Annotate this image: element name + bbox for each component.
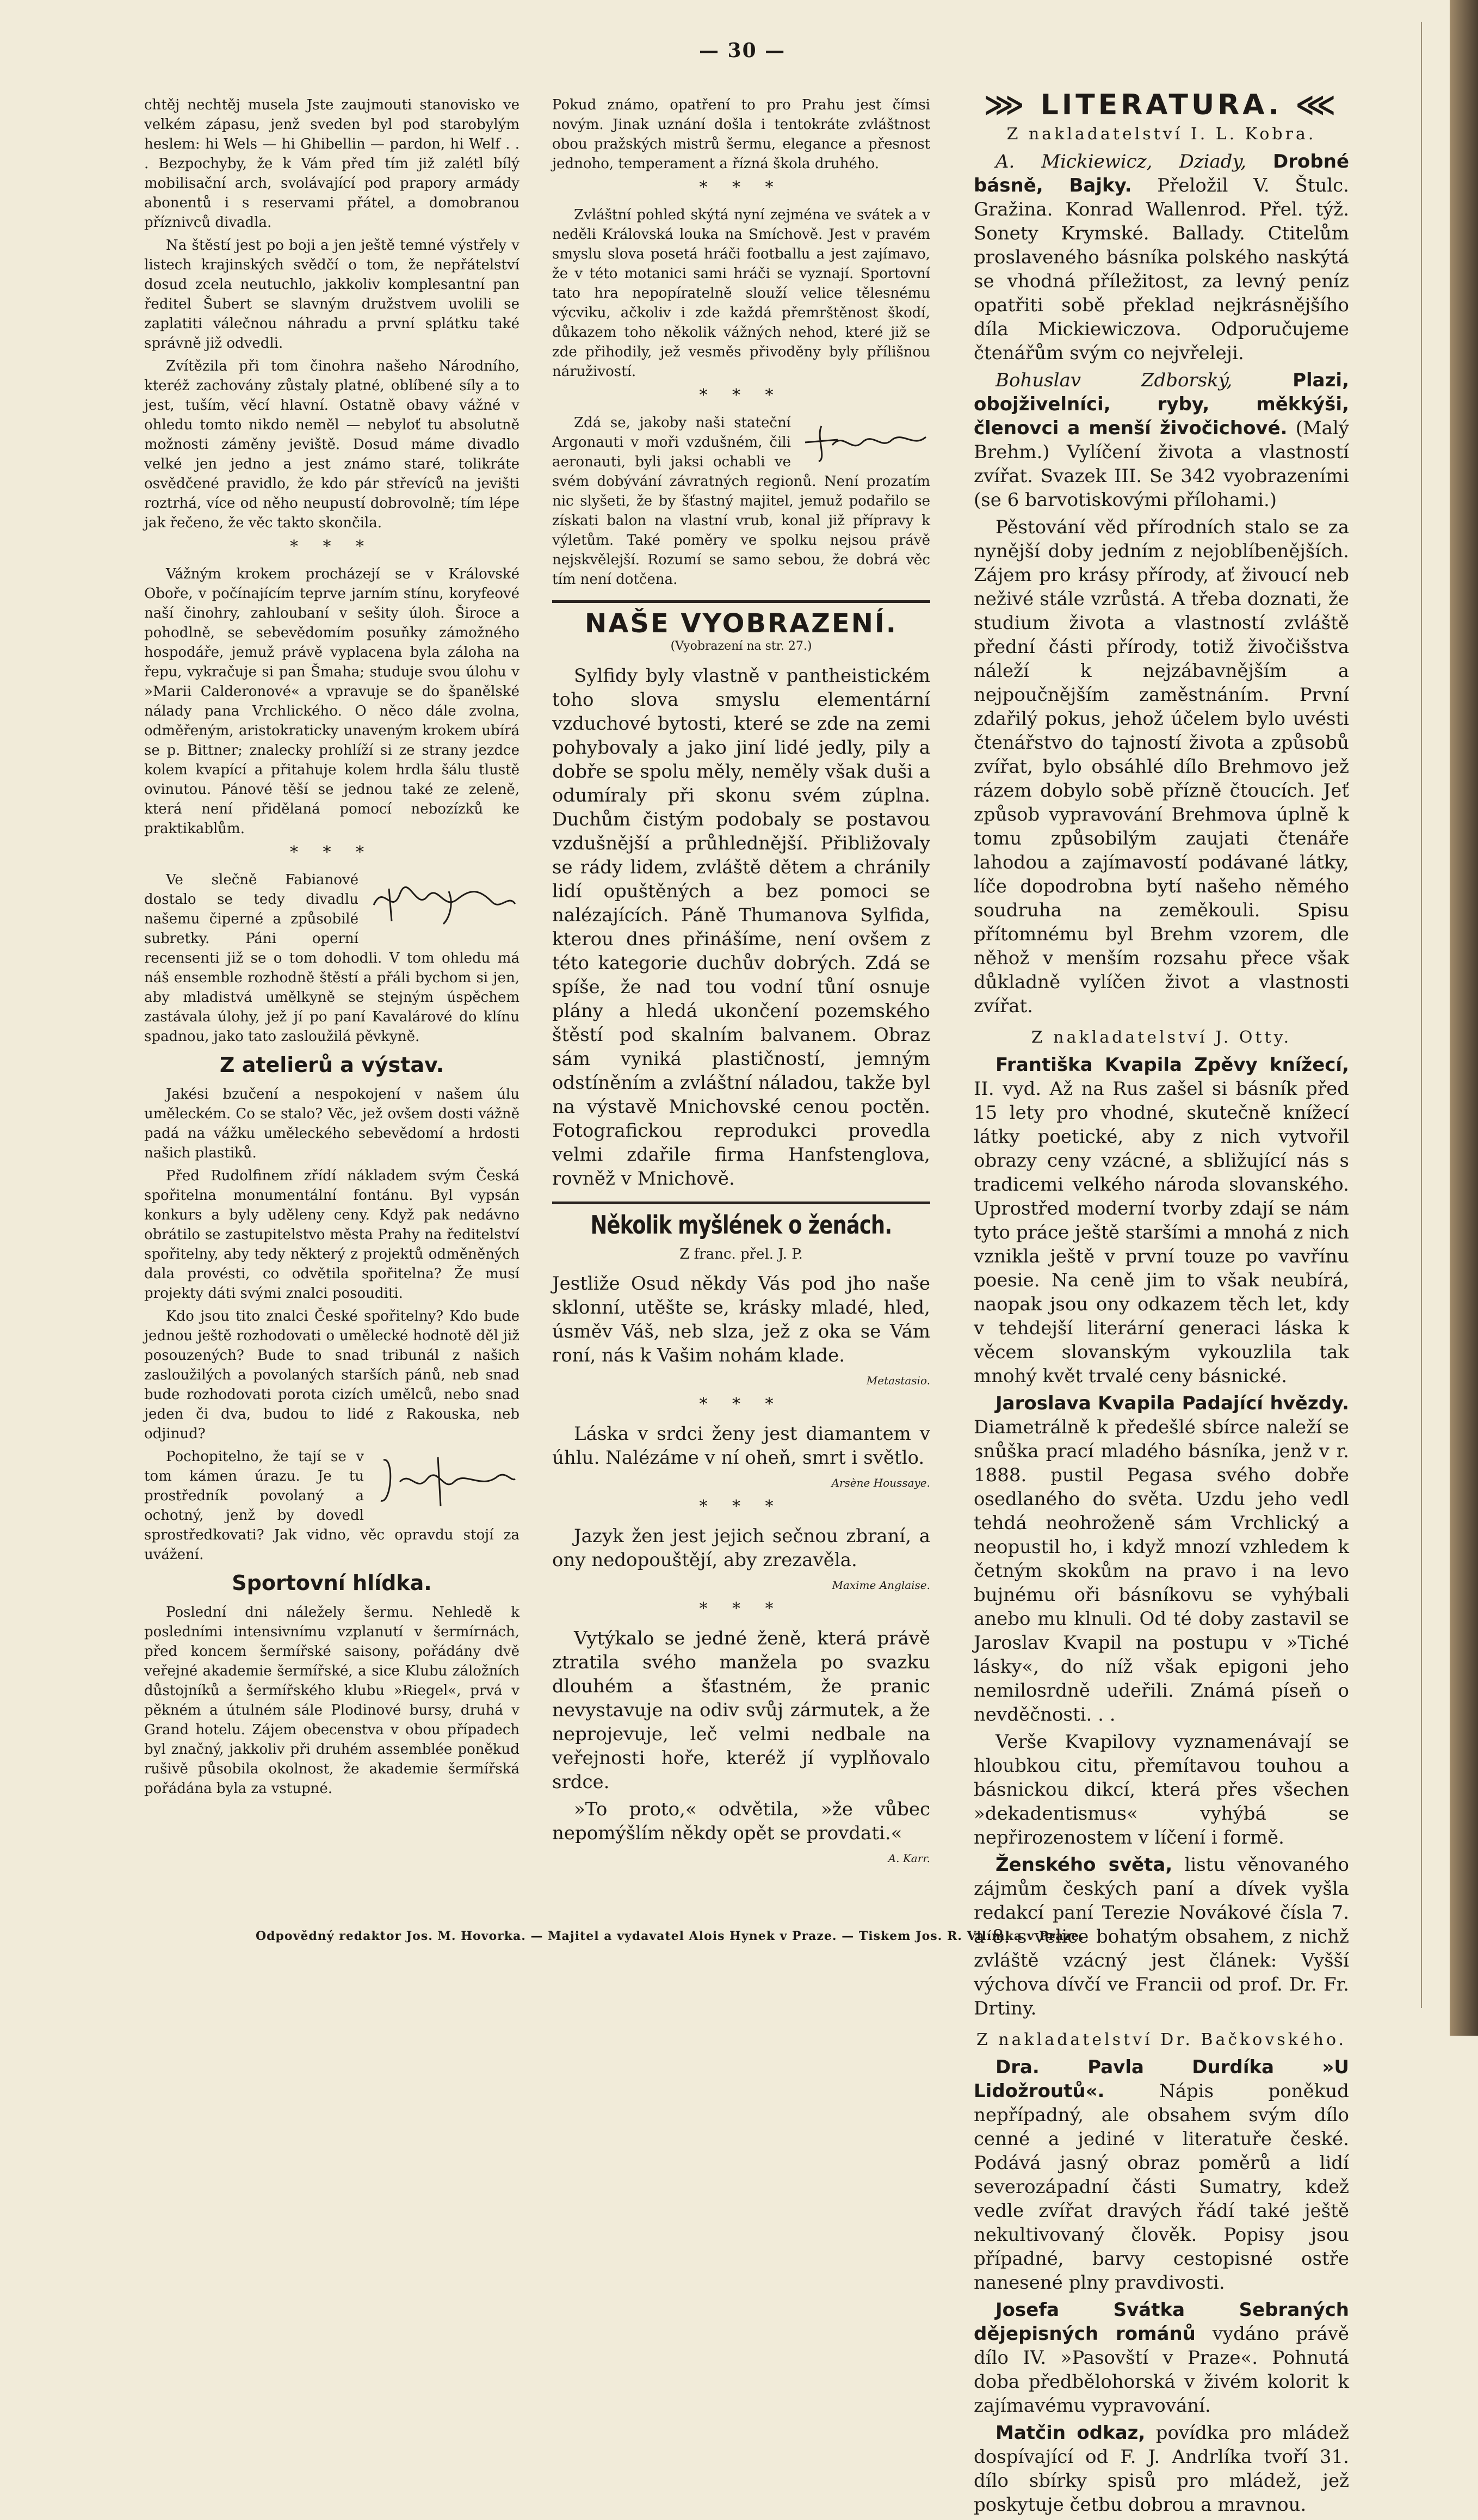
quote: Jestliže Osud někdy Vás pod jho naše sklonní, utěšte se, krásky mladé, hled, úsměv Váš, neb slza, jež z oka se Vám roní, nás k Vašim nohám klade. (552, 1273, 930, 1366)
paragraph: Verše Kvapilovy vyznamenávají se hloubkou citu, přemítavou touhou a básnickou dikcí, která přes všechen »dekadentismus« vyhýbá se nepřirozenostem v líčení i formě. (974, 1731, 1349, 1849)
review-text: Diametrálně k předešlé sbírce naleží se snůška prací mladého básníka, jenž v r. 1888. pustil Pegasa svého dobře osedlaného do světa. Uzdu jeho vedl tehdá neohroženě sám Vrchlický a neopustil ho, i když mnozí vzhledem k četným skokům na pravo i na levo bujnému oři básníkovu se vyhýbali anebo mu klnuli. Od té doby zastavil se Jaroslav Kvapil na postupu v »Tiché lásky«, do níž však epigoni jeho nemilosrdně udeřili. Známá píseň o nevděčnosti. . . (974, 1416, 1349, 1726)
paragraph: Pokud známo, opatření to pro Prahu jest čímsi novým. Jinak uznání došla i tentokráte zvláštnost obou pražských mistrů šermu, elegance a přesnost jednoho, temperament a řízná škola druhého. (552, 97, 930, 172)
book-review (974, 1391, 1349, 1727)
paragraph: Vážným krokem procházejí se v Královské Oboře, v počínajícím teprve jarním stínu, koryfeové naší činohry, zahloubaní v sešity úloh. Široce a pohodlně, se sebevědomím posuňky zámožného hospodáře, jemuž právě vyplacena byla záloha na řepu, vykračuje si pan Šmaha; studuje svou úlohu v »Marii Calderonové« a vpravuje se do španělské nálady pana Vrchlického. O něco dále zvolna, odměřeným, aristokraticky unaveným krokem ubírá se p. Bittner; znalecky prohlíží si ze strany jezdce kolem kvapící a přitahuje kolem hrdla šálu tlustě ovinutou. Pánové těší se jednou také ze zeleně, která není přidělaná pomocí nebozízků ke praktikablům. (144, 566, 520, 837)
review-text: vydáno právě dílo IV. »Pasovští v Praze«. Pohnutá doba předbělohorská v živém kolorit k zajímavému vypravování. (974, 2323, 1350, 2417)
pen-ornament-icon: ⋘ (1295, 89, 1339, 121)
quote: »To proto,« odvětila, »že vůbec nepomýšlím někdy opět se provdati.« (552, 1798, 930, 1844)
section-subheading: (Vyobrazení na str. 27.) (670, 639, 812, 653)
paragraph: Poslední dni náležely šermu. Nehledě k posledními intensivnímu vzplanutí v šermírnách, před koncem šermířské saisony, pořádány dvě veřejné akademie šermířské, a sice Klubu záložních důstojníků a šermířského klubu »Riegel«, prvá v pěkném a útulném sále Plodinové bursy, druhá v Grand hotelu. Zájem obecenstva v obou případech byl značný, jakkoliv při druhém assemblée poněkud rušivě působila okolnost, že akademie šermířská pořádána byla za vstupné. (144, 1604, 520, 1797)
signature-image (800, 415, 930, 464)
book-review (974, 2298, 1349, 2418)
paragraph: Sylfidy byly vlastně v pantheistickém toho slova smyslu elementární vzduchové bytosti, které se zde na zemi pohybovaly a jako jiní lidé jedly, pily a dobře se spolu měly, neměly však duši a odumíraly při skonu svém zúplna. Duchům čistým podobaly se postavou vzdušnější a průhlednější. Přibližovaly se rády lidem, zvláště dětem a chránily lidí opuštěných a bez pomoci se nalézajících. Páně Thumanova Sylfida, kterou dnes přinášíme, není ovšem z této kategorie duchův dobrých. Zdá se spíše, že nad tou vodní tůní osnuje plány a hledá ukončení pozemského štěstí pod skalním balvanem. Obraz sám vyniká plastičností, jemným odstíněním a zvláštní náladou, takže byl na výstavě Mnichovské cenou poctěn. Fotografickou reprodukci provedla velmi zdařile firma Hanfstenglova, rovněž v Mnichově. (552, 665, 930, 1190)
section-rule (552, 1202, 930, 1204)
paragraph: Zdá se, jakoby naši stateční Argonauti v moři vzdušném, čili aeronauti, byli jaksi ochabli ve svém dobývání závratných regionů. Není prozatím nic slyšeti, že by šťastný majitel, jemuž podařilo se získati balon na vlastní vrub, konal již přípravy k výletům. Také poměry ve spolku nejsou právě nejskvělejší. Rozumí se samo sebou, že dobrá věc tím není dotčena. (552, 415, 930, 588)
quote-author: Arsène Houssaye. (831, 1476, 930, 1489)
signature-image (367, 872, 520, 932)
binding-shadow (1450, 0, 1478, 2036)
section-rule (552, 600, 930, 603)
quote-author: Maxime Anglaise. (832, 1579, 930, 1592)
review-text: Nápis poněkud nepřípadný, ale obsahem svým dílo cenné a jediné v literatuře české. Podává jasný obraz poměrů a lidí severozápadní části Sumatry, kdež vedle zvířat dravých řádí také ještě nekultivovaný člověk. Popisy jsou případné, barvy cestopisné ostře nanesené plny pravdivosti. (974, 2080, 1350, 2294)
section-heading: Sportovní hlídka. (232, 1571, 432, 1595)
publisher-heading: Z nakladatelství J. Otty. (1031, 1028, 1292, 1047)
book-title: Františka Kvapila Zpěvy knížecí, (995, 1054, 1349, 1076)
book-review (974, 150, 1349, 365)
review-text: Přeložil V. Štulc. Gražina. Konrad Wallenrod. Přel. týž. Sonety Krymské. Ballady. Ctitelům proslaveného básníka polského naskýtá se vhodná příležitost, za levný peníz opatřiti sobě překlad nejkrásnějšího díla Mickiewiczova. Odporučujeme čtenářům svým co nejvřeleji. (974, 175, 1349, 364)
page-footer: Odpovědný redaktor Jos. M. Hovorka. — Majitel a vydavatel Alois Hynek v Praze. — Tiskem Jos. R. Vilímka v Praze. (256, 1929, 1084, 1943)
book-title: Josefa Svátka Sebraných dějepisných románů (974, 2299, 1349, 2345)
paragraph: Ve slečně Fabianové dostalo se tedy divadlu našemu čiperné a způsobilé subretky. Páni operní recensenti již se o tom dohodli. V tom ohledu má náš ensemble rozhodně štěstí a přáli bychom si jen, aby mladistvá umělkyně se stejným úspěchem zastávala úlohy, jež jí po paní Kavalárové do klínu spadnou, jako tato zasloužilá pěvkyně. (144, 872, 520, 1045)
section-divider: * * * (699, 1497, 783, 1516)
book-review (974, 2055, 1349, 2295)
quote-author: A. Karr. (888, 1852, 930, 1865)
book-author: Bohuslav Zdborský, (995, 369, 1233, 391)
paragraph: Před Rudolfinem zřídí nákladem svým Česká spořitelna monumentální fontánu. Byl vypsán konkurs a byly uděleny ceny. Když pak nedávno obrátilo se zastupitelstvo města Prahy na ředitelství spořitelny, aby tedy některý z projektů odměněných dala provésti, co odvětila spořitelna? Že musí projekty dáti svými znalci posouditi. (144, 1168, 520, 1302)
publisher-heading: Z nakladatelství I. L. Kobra. (1006, 125, 1316, 144)
publisher-heading: Z nakladatelství Dr. Bačkovského. (976, 2030, 1347, 2049)
column-middle (552, 95, 930, 1872)
paragraph: Pěstování věd přírodních stalo se za nynější doby jedním z nejoblíbenějších. Zájem pro krásy přírody, ať živoucí neb neživé stále vzrůstá. A třeba doznati, že studium života a vlastností zvláště přední části přírody, totiž živočišstva náleží k nejzábavnějším a nejpoučnějším zaměstnáním. První zdařilý pokus, jehož účelem bylo uvésti čtenářstvo do tajností života a způsobů zvířat, bylo obsáhlé dílo Brehmovo jež rázem dobylo sobě přízně čtoucích. Jeť způsob vypravování Brehmova úplně k tomu způsobilým zaujati čtenáře lahodou a zajímavostí podávané látky, líče dopodrobna bytí našeho němého soudruha na zeměkouli. Spisu přítomnému byl Brehm vzorem, dle něhož v menším rozsahu přece však důkladně vylíčen život a vlastnosti zvířat. (974, 516, 1349, 1017)
literature-heading: ⋙ LITERATURA. ⋘ (984, 89, 1339, 121)
quote: Láska v srdci ženy jest diamantem v úhlu. Nalézáme v ní oheň, smrt i světlo. (552, 1423, 930, 1469)
section-divider: * * * (699, 1395, 783, 1414)
book-title: Drobné básně, Bajky. (974, 151, 1349, 196)
book-author: A. Mickiewicz, Dziady, (995, 151, 1247, 172)
quote-author: Metastasio. (866, 1374, 930, 1387)
book-title: Matčin odkaz, (995, 2422, 1146, 2444)
paragraph: Pochopitelno, že tají se v tom kámen úrazu. Je tu prostředník povolaný a ochotný, jenž by dovedl sprostředkovati? Jak vidno, věc opravdu stojí za uvážení. (144, 1449, 520, 1563)
section-divider: * * * (289, 537, 374, 556)
column-left (144, 95, 520, 1802)
book-title: Plazi, obojživelníci, ryby, měkkýši, členovci a menší živočichové. (974, 369, 1349, 439)
signature-image (373, 1449, 520, 1514)
review-text: (Malý Brehm.) Vylíčení života a vlastností zvířat. Svazek III. Se 342 vyobrazeními (se 6 barvotiskovými přílohami.) (974, 417, 1349, 511)
book-title: Ženského světa, (995, 1854, 1173, 1876)
book-title: Dra. Pavla Durdíka »U Lidožroutů«. (974, 2056, 1349, 2102)
pen-ornament-icon: ⋙ (984, 89, 1028, 121)
quote: Jazyk žen jest jejich sečnou zbraní, a ony nedopouštějí, aby zrezavěla. (552, 1525, 930, 1571)
book-review (974, 2421, 1349, 2517)
review-text: II. vyd. Až na Rus zašel si básník před 15 lety pro vhodné, skutečně knížecí látky poetické, aby z nich vytvořil obrazy ceny vzácné, a sbližující nás s tradicemi velkého národa slovanského. Uprostřed moderní tvorby zdají se nám tyto práce ještě staršími a mnohá z nich vznikla ještě v první touze po vavřínu poesie. Na ceně jim to však neubírá, naopak jsou ony odkazem těch let, kdy v tehdejší literární generaci láska k věcem slovanským vykouzlila tak mnohý květ trvalé ceny básnické. (974, 1078, 1349, 1387)
paragraph: Zvláštní pohled skýtá nyní zejména ve svátek a v neděli Královská louka na Smíchově. Jest v pravém smyslu slova posetá hráči footballu a jest zajímavo, že v této motanici sami hráči se vyznají. Sportovní tato hra nepopíratelně slouží velice tělesnému výcviku, ačkoliv i zde každá přemrštěnost škodí, důkazem toho několik vážných nehod, které již se zde přihodily, jež vesměs přivoděny byly přílišnou náruživostí. (552, 207, 930, 380)
section-divider: * * * (699, 1599, 783, 1618)
column-right (974, 89, 1350, 2520)
page-number: — 30 — (699, 39, 786, 62)
paragraph: Na štěstí jest po boji a jen ještě temné výstřely v listech krajinských svědčí o tom, že nepřátelství dosud zcela neutuchlo, jakkoliv komplesantní pan ředitel Šubert se slavným družstvem uvolili se zaplatiti válečnou náhradu a první splátku také správně již odvedli. (144, 237, 520, 352)
section-heading: Několik myšlének o ženách. (590, 1210, 892, 1240)
book-review (974, 1053, 1349, 1388)
review-text: listu věnovaného zájmům českých paní a dívek vyšla redakcí paní Terezie Novákové čísla 7. a 8. s velice bohatým obsahem, z nichž zvláště vzácný jest článek: Vyšší výchova dívčí ve Francii od prof. Dr. Fr. Drtiny. (974, 1854, 1349, 2019)
quote: Vytýkalo se jedné ženě, která právě ztratila svého manžela po svazku dlouhém a šťastném, že pranic nevystavuje na odiv svůj zármutek, a že neprojevuje, leč velmi nedbale na veřejnosti hoře, kteréž jí vyplňovalo srdce. (552, 1628, 930, 1793)
section-heading: NAŠE VYOBRAZENÍ. (585, 608, 898, 639)
section-subheading: Z franc. přel. J. P. (679, 1246, 803, 1262)
page-edge-line (1421, 22, 1422, 2008)
book-review (974, 368, 1349, 512)
book-title: Jaroslava Kvapila Padající hvězdy. (995, 1393, 1349, 1414)
section-divider: * * * (699, 178, 783, 197)
paragraph: Kdo jsou tito znalci České spořitelny? Kdo bude jednou ještě rozhodovati o umělecké hodnotě děl již posouzených? Bude to snad tribunál z našich zasloužilých a povolaných starších pánů, neb snad bude rozhodovati porota cizích umělců, nebo snad jeden či dva, budou to lidé z Rakouska, neb odjinud? (144, 1308, 520, 1442)
section-divider: * * * (699, 386, 783, 405)
paragraph: Zvítězila při tom činohra našeho Národního, kteréž zachovány zůstaly platné, oblíbené síly a to jest, tuším, věcí hlavní. Ostatně obavy vážné v ohledu tomto nikdo neměl — nebyloť tu absolutně možnosti záměny jeviště. Dosud máme divadlo velké jen jedno a jest známo staré, tolikráte osvědčené pravidlo, že kdo pár střevíců na jevišti roztrhá, více od něho neupustí dobrovolně; tím lépe jak řečeno, že věc takto skončila. (144, 358, 520, 531)
paragraph: Jakési bzučení a nespokojení v našem úlu uměleckém. Co se stalo? Věc, jež ovšem dosti vážně padá na vážku uměleckého sebevědomí a hrdosti našich plastiků. (144, 1086, 520, 1161)
section-divider: * * * (289, 843, 374, 862)
review-text: povídka pro mládež dospívající od F. J. Andrlíka tvoří 31. dílo sbírky spisů pro mládež, jež poskytuje četbu dobrou a mravnou. (974, 2422, 1350, 2516)
section-heading: Z atelierů a výstav. (219, 1053, 444, 1077)
paragraph: chtěj nechtěj musela Jste zaujmouti stanovisko ve velkém zápasu, jenž sveden byl pod starobylým heslem: hi Wels — hi Ghibellin — pardon, hi Welf . . . Bezpochyby, že k Vám před tím již zalétl bílý mobilisační arch, svolávající pod prapory armády abonentů i s reservami přátel, a domobranou příznivců divadla. (144, 97, 520, 231)
